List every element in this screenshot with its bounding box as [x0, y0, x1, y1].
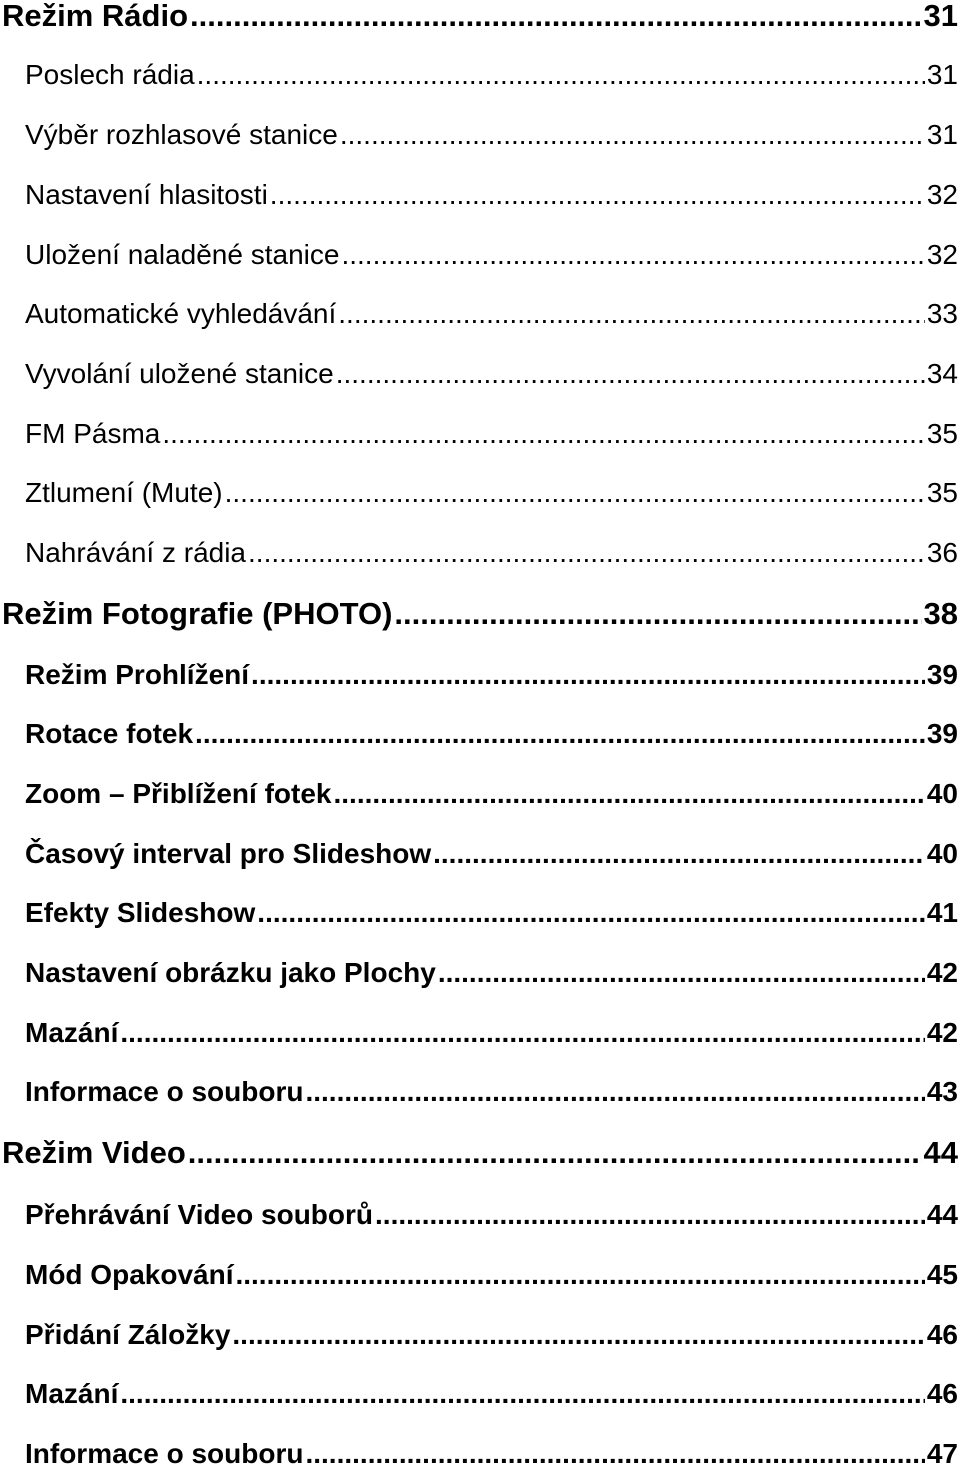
toc-entry-page: 35 — [926, 477, 958, 508]
toc-entry-page: 41 — [926, 897, 958, 928]
toc-entry-title: Informace o souboru — [25, 1438, 304, 1469]
toc-entry-title: Časový interval pro Slideshow — [25, 838, 432, 869]
dot-leader — [248, 537, 925, 569]
toc-entry-nahravani-z-radia[interactable] — [25, 537, 958, 569]
toc-entry-casovy-interval[interactable] — [25, 838, 958, 870]
toc-entry-title: Informace o souboru — [25, 1076, 304, 1107]
toc-entry-title: Uložení naladěné stanice — [25, 239, 340, 270]
toc-entry-pridani-zalozky[interactable] — [25, 1319, 958, 1351]
toc-entry-title: Přidání Záložky — [25, 1319, 231, 1350]
toc-entry-efekty-slideshow[interactable] — [25, 897, 958, 929]
toc-entry-rezim-radio[interactable] — [2, 0, 958, 34]
toc-entry-title: Mazání — [25, 1378, 119, 1409]
toc-entry-prehravani-video[interactable] — [25, 1199, 958, 1231]
toc-entry-ztlumeni[interactable] — [25, 477, 958, 509]
toc-entry-vyber-stanice[interactable] — [25, 119, 958, 151]
dot-leader — [162, 418, 924, 450]
toc-entry-informace-foto[interactable] — [25, 1076, 958, 1108]
dot-leader — [375, 1199, 925, 1231]
toc-entry-page: 40 — [926, 838, 958, 869]
toc-entry-title: Ztlumení (Mute) — [25, 477, 223, 508]
toc-entry-poslech-radia[interactable] — [25, 59, 958, 91]
toc-entry-page: 40 — [926, 778, 958, 809]
dot-leader — [195, 718, 925, 750]
toc-entry-title: Automatické vyhledávání — [25, 298, 337, 329]
toc-entry-title: Výběr rozhlasové stanice — [25, 119, 338, 150]
dot-leader — [270, 179, 925, 211]
toc-entry-page: 38 — [923, 596, 958, 631]
toc-entry-nastaveni-plochy[interactable] — [25, 957, 958, 989]
toc-entry-rotace-fotek[interactable] — [25, 718, 958, 750]
toc-entry-rezim-video[interactable] — [2, 1135, 958, 1171]
toc-entry-title: Mód Opakování — [25, 1259, 234, 1290]
dot-leader — [120, 1017, 924, 1049]
toc-entry-page: 32 — [926, 179, 958, 210]
dot-leader — [235, 1259, 924, 1291]
toc-entry-page: 39 — [926, 718, 958, 749]
dot-leader — [340, 119, 925, 151]
toc-entry-ulozeni-stanice[interactable] — [25, 239, 958, 271]
toc-entry-page: 42 — [926, 957, 958, 988]
toc-entry-page: 46 — [926, 1319, 958, 1350]
toc-entry-automaticke-vyhledavani[interactable] — [25, 298, 958, 330]
toc-entry-rezim-prohlizeni[interactable] — [25, 659, 958, 691]
dot-leader — [438, 957, 925, 989]
toc-entry-page: 45 — [926, 1259, 958, 1290]
toc-entry-rezim-fotografie[interactable] — [2, 596, 958, 632]
dot-leader — [338, 298, 925, 330]
toc-entry-mazani-foto[interactable] — [25, 1017, 958, 1049]
toc-entry-title: Režim Video — [2, 1135, 186, 1170]
toc-entry-informace-video[interactable] — [25, 1438, 958, 1470]
toc-entry-title: Mazání — [25, 1017, 119, 1048]
toc-entry-mod-opakovani[interactable] — [25, 1259, 958, 1291]
toc-entry-page: 31 — [926, 59, 958, 90]
toc-entry-page: 32 — [926, 239, 958, 270]
toc-entry-page: 43 — [926, 1076, 958, 1107]
dot-leader — [190, 0, 921, 34]
toc-entry-title: Poslech rádia — [25, 59, 195, 90]
toc-entry-page: 44 — [923, 1135, 958, 1170]
dot-leader — [188, 1135, 922, 1171]
toc-entry-nastaveni-hlasitosti[interactable] — [25, 179, 958, 211]
toc-entry-vyvolani-stanice[interactable] — [25, 358, 958, 390]
dot-leader — [251, 659, 925, 691]
toc-entry-title: Režim Prohlížení — [25, 659, 250, 690]
dot-leader — [394, 596, 921, 632]
toc-entry-page: 39 — [926, 659, 958, 690]
toc-entry-page: 31 — [926, 119, 958, 150]
dot-leader — [225, 477, 925, 509]
toc-entry-page: 34 — [926, 358, 958, 389]
dot-leader — [333, 778, 924, 810]
toc-entry-page: 36 — [926, 537, 958, 568]
toc-entry-page: 33 — [926, 298, 958, 329]
toc-entry-fm-pasma[interactable] — [25, 418, 958, 450]
dot-leader — [433, 838, 925, 870]
dot-leader — [305, 1438, 924, 1470]
toc-entry-title: Rotace fotek — [25, 718, 194, 749]
toc-entry-page: 31 — [923, 0, 958, 33]
toc-entry-title: Přehrávání Video souborů — [25, 1199, 374, 1230]
toc-entry-page: 47 — [926, 1438, 958, 1469]
toc-entry-page: 42 — [926, 1017, 958, 1048]
dot-leader — [232, 1319, 924, 1351]
dot-leader — [120, 1378, 924, 1410]
toc-entry-title: Zoom – Přiblížení fotek — [25, 778, 332, 809]
dot-leader — [197, 59, 925, 91]
toc-entry-mazani-video[interactable] — [25, 1378, 958, 1410]
dot-leader — [341, 239, 924, 271]
toc-entry-title: Vyvolání uložené stanice — [25, 358, 334, 389]
toc-entry-title: Efekty Slideshow — [25, 897, 256, 928]
dot-leader — [336, 358, 925, 390]
toc-entry-title: Režim Rádio — [2, 0, 189, 33]
toc-entry-page: 46 — [926, 1378, 958, 1409]
toc-entry-title: Nastavení obrázku jako Plochy — [25, 957, 436, 988]
toc-entry-title: FM Pásma — [25, 418, 161, 449]
toc-entry-page: 35 — [926, 418, 958, 449]
dot-leader — [305, 1076, 924, 1108]
toc-entry-title: Nastavení hlasitosti — [25, 179, 268, 210]
dot-leader — [257, 897, 925, 929]
toc-entry-zoom-fotek[interactable] — [25, 778, 958, 810]
toc-entry-title: Nahrávání z rádia — [25, 537, 247, 568]
toc-entry-title: Režim Fotografie (PHOTO) — [2, 596, 393, 631]
toc-entry-page: 44 — [926, 1199, 958, 1230]
